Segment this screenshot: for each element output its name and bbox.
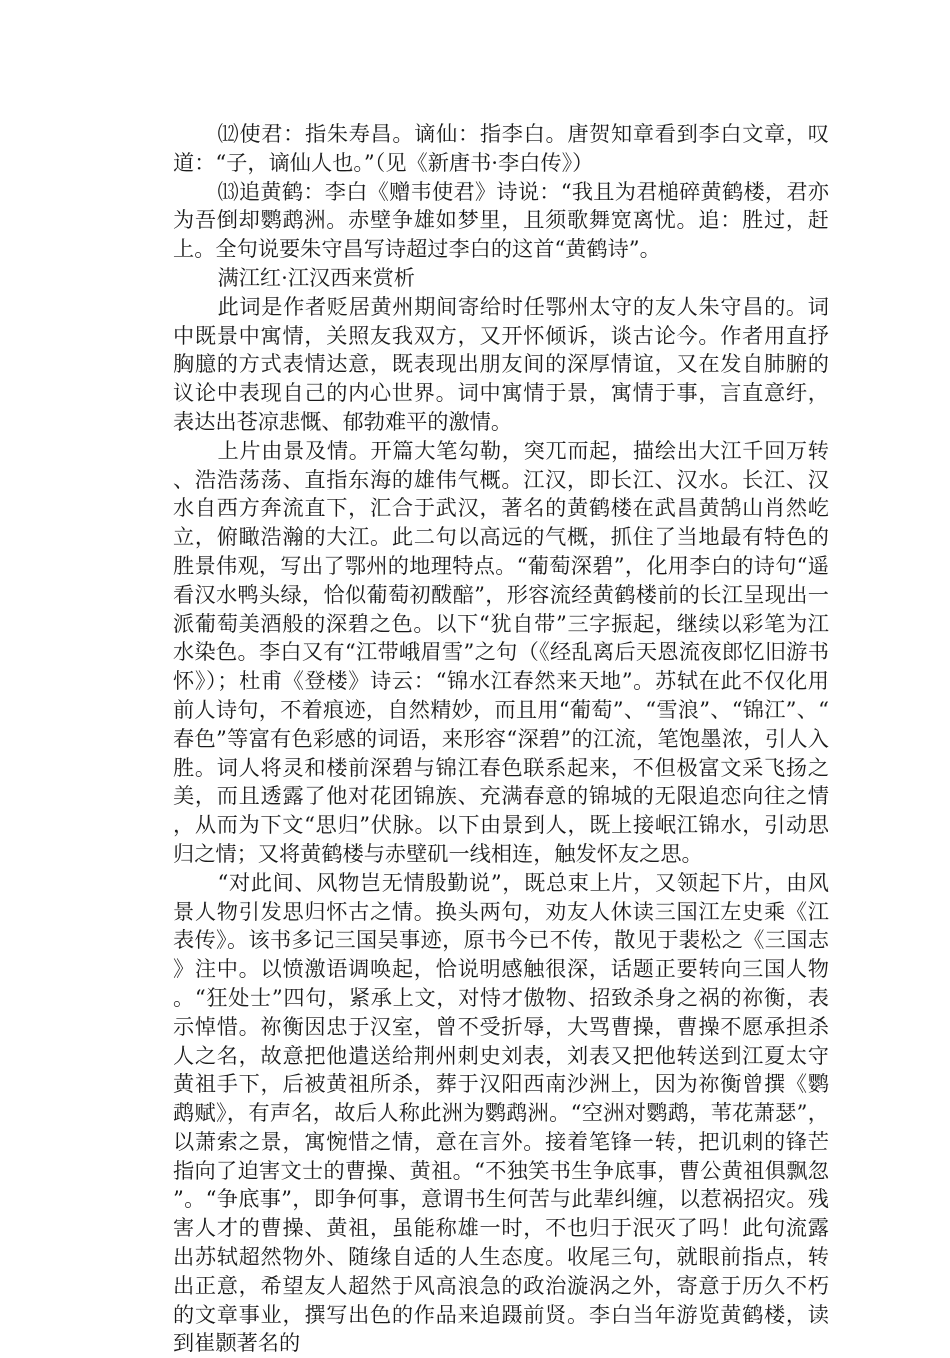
section-title: 满江红·江汉西来赏析 xyxy=(217,264,415,290)
paragraph-upper-stanza: 上片由景及情。开篇大笔勾勒，突兀而起，描绘出大江千回万转、浩浩荡荡、直指东海的雄伟气概。江汉，即长江、汉水。长江、汉水自西方奔流直下，汇合于武汉，著名的黄鹤楼在武昌黄鹄山肖然屹立，俯瞰浩瀚的大江。此二句以高远的气概，抓住了当地最有特色的胜景伟观，写出了鄂州的地理特点。“葡萄深碧”，化用李白的诗句“遥看汉水鸭头绿，恰似葡萄初酦醅”，形容流经黄鹤楼前的长江呈现出一派葡萄美酒般的深碧之色。以下“犹自带”三字振起，继续以彩笔为江水染色。李白又有“江带峨眉雪”之句（《经乱离后天恩流夜郎忆旧游书怀》）；杜甫《登楼》诗云：“锦水江春然来天地”。苏轼在此不仅化用前人诗句，不着痕迹，自然精妙，而且用“葡萄”、“雪浪”、“锦江”、“春色”等富有色彩感的词语，来形容“深碧”的江流，笔饱墨浓，引人入胜。词人将灵和楼前深碧与锦江春色联系起来，不但极富文采飞扬之美，而且透露了他对花团锦族、充满春意的锦城的无限追恋向往之情，从而为下文“思归”伏脉。以下由景到人，既上接岷江锦水，引动思归之情；又将黄鹤楼与赤壁矶一线相连，触发怀友之思。 xyxy=(173,437,829,866)
footnote-13: ⒀追黄鹤：李白《赠韦使君》诗说：“我且为君槌碎黄鹤楼，君亦为吾倒却鹦鹉洲。赤壁争雄如梦里，且须歌舞宽离忧。追：胜过，赶上。全句说要朱守昌写诗超过李白的这首“黄鹤诗”。 xyxy=(173,178,829,262)
footnote-12: ⑿使君：指朱寿昌。谪仙：指李白。唐贺知章看到李白文章，叹道：“子，谪仙人也。”（见《新唐书·李白传》） xyxy=(173,121,829,175)
paragraph-intro: 此词是作者贬居黄州期间寄给时任鄂州太守的友人朱守昌的。词中既景中寓情，关照友我双方，又开怀倾诉，谈古论今。作者用直抒胸臆的方式表情达意，既表现出朋友间的深厚情谊，又在发自肺腑的议论中表现自己的内心世界。词中寓情于景，寓情于事，言直意纡，表达出苍凉悲慨、郁勃难平的激情。 xyxy=(173,293,829,434)
document-body xyxy=(173,120,829,1358)
paragraph-lower-stanza: “对此间、风物岂无情殷勤说”，既总束上片，又领起下片，由风景人物引发思归怀古之情。换头两句，劝友人休读三国江左史乘《江表传》。该书多记三国吴事迹，原书今已不传，散见于裴松之《三国志》注中。以愤激语调唤起，恰说明感触很深，话题正要转向三国人物。“狂处士”四句，紧承上文，对恃才傲物、招致杀身之祸的祢衡，表示悼惜。祢衡因忠于汉室，曾不受折辱，大骂曹操，曹操不愿承担杀人之名，故意把他遣送给荆州刺史刘表，刘表又把他转送到江夏太守黄祖手下，后被黄祖所杀，葬于汉阳西南沙洲上，因为祢衡曾撰《鹦鹉赋》，有声名，故后人称此洲为鹦鹉洲。“空洲对鹦鹉，苇花萧瑟”，以萧索之景，寓惋惜之情，意在言外。接着笔锋一转，把讥刺的锋芒指向了迫害文士的曹操、黄祖。“不独笑书生争底事，曹公黄祖俱飘忽”。“争底事”，即争何事，意谓书生何苦与此辈纠缠，以惹祸招灾。残害人才的曹操、黄祖，虽能称雄一时，不也归于泯灭了吗！此句流露出苏轼超然物外、随缘自适的人生态度。收尾三句，就眼前指点，转出正意，希望友人超然于风高浪急的政治漩涡之外，寄意于历久不朽的文章事业，撰写出色的作品来追蹑前贤。李白当年游览黄鹤楼，读到崔颢著名的 xyxy=(173,869,829,1356)
